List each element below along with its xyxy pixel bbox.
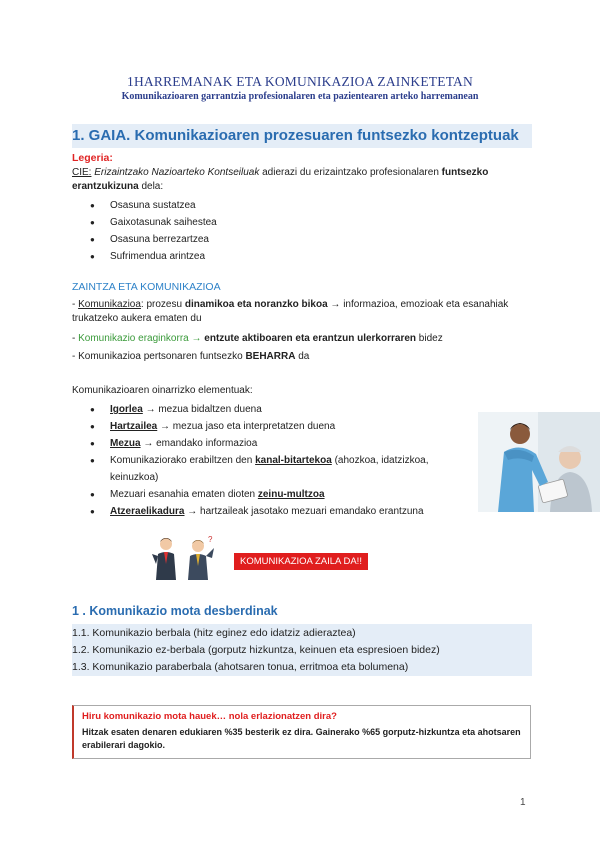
cie-paragraph xyxy=(72,166,532,194)
list-item xyxy=(72,401,472,418)
note-box xyxy=(72,705,531,759)
cie-bold: funtsezko erantzukizuna xyxy=(72,167,489,192)
term: kanal-bitartekoa xyxy=(255,455,332,466)
duties-list xyxy=(72,197,372,265)
text: bidez xyxy=(416,333,443,344)
type-number: 1.2. xyxy=(72,644,90,656)
person-icon xyxy=(188,535,214,580)
text: → informazioa, emozioak eta esanahiak trukatzeko aukera ematen du xyxy=(72,299,509,324)
list-item: ● Osasuna berrezartzea xyxy=(72,231,372,248)
cie-text-end: dela: xyxy=(138,181,164,192)
list-item xyxy=(72,418,472,435)
cie-text: adierazi du erizaintzako profesionalaren xyxy=(259,167,442,178)
bold-text: dinamikoa eta noranzko bikoa xyxy=(184,299,328,310)
text: : prozesu xyxy=(140,299,185,310)
zaintza-line-2 xyxy=(72,332,532,346)
komunikazioa-callout: KOMUNIKAZIOA ZAILA DA!! xyxy=(234,553,368,570)
type-name: Komunikazio paraberbala xyxy=(89,661,212,673)
desc: → emandako informazioa xyxy=(140,438,258,449)
type-row-nonverbal xyxy=(72,641,532,659)
cie-name: Erizaintzako Nazioarteko Kontseiluak xyxy=(94,167,260,178)
list-item: ● Osasuna sustatzea xyxy=(72,197,372,214)
bold-text: entzute aktiboaren eta erantzun ulerkorraren xyxy=(201,333,417,344)
text: - Komunikazioa pertsonaren funtsezko xyxy=(72,351,246,362)
type-row-verbal xyxy=(72,624,532,642)
zaintza-line-3 xyxy=(72,350,532,364)
list-item xyxy=(72,503,472,520)
note-question: Hiru komunikazio mota hauek… nola erlazionatzen dira? xyxy=(82,711,337,722)
dash: - xyxy=(72,333,79,344)
desc: → hartzaileak jasotako mezuari emandako erantzuna xyxy=(184,506,424,517)
section2-heading: 1 . Komunikazio mota desberdinak xyxy=(72,604,278,618)
list-item xyxy=(72,435,472,452)
green-text: Komunikazio eraginkorra → xyxy=(78,333,202,344)
type-detail: (gorputz hizkuntza, keinuen eta espresioen bidez) xyxy=(205,644,440,656)
text: Mezuari esanahia ematen dioten xyxy=(110,489,258,500)
elements-intro: Komunikazioaren oinarrizko elementuak: xyxy=(72,385,253,396)
term: Komunikazioa xyxy=(78,299,141,310)
term: Atzeraelikadura xyxy=(110,506,185,517)
list-item xyxy=(72,452,440,486)
text: Komunikaziorako erabiltzen den xyxy=(110,455,256,466)
nurse-patient-photo xyxy=(478,412,600,512)
type-number: 1.3. xyxy=(72,661,90,673)
list-item: ● Gaixotasunak saihestea xyxy=(72,214,372,231)
type-detail: (hitz eginez edo idatziz adieraztea) xyxy=(190,627,356,639)
document-title: 1HARREMANAK ETA KOMUNIKAZIOA ZAINKETETAN xyxy=(127,74,473,89)
type-name: Komunikazio berbala xyxy=(89,627,191,639)
desc: → mezua jaso eta interpretatzen duena xyxy=(157,421,336,432)
term: Mezua xyxy=(110,438,141,449)
type-row-paraverbal xyxy=(72,658,532,676)
text: da xyxy=(295,351,310,362)
desc: → mezua bidaltzen duena xyxy=(142,404,262,415)
type-detail: (ahotsaren tonua, erritmoa eta bolumena) xyxy=(211,661,409,673)
legeria-label: Legeria: xyxy=(72,152,113,164)
term: Hartzailea xyxy=(110,421,158,432)
zaintza-heading: ZAINTZA ETA KOMUNIKAZIOA xyxy=(72,281,221,293)
document-subtitle: Komunikazioaren garrantzia profesionalaren eta pazientearen arteko harremanean xyxy=(121,91,479,102)
term: Igorlea xyxy=(110,404,143,415)
person-icon xyxy=(152,538,176,580)
term: zeinu-multzoa xyxy=(257,489,325,500)
dash: - xyxy=(72,299,79,310)
people-illustration xyxy=(150,534,216,580)
type-number: 1.1. xyxy=(72,627,90,639)
svg-text:?: ? xyxy=(208,535,213,544)
list-item xyxy=(72,486,472,503)
note-answer: Hitzak esaten denaren edukiaren %35 besterik ez dira. Gainerako %65 gorputz-hizkuntza eta ahotsaren erabilerari dagokio. xyxy=(82,727,521,750)
type-name: Komunikazio ez-berbala xyxy=(89,644,206,656)
list-item: ● Sufrimendua arintzea xyxy=(72,248,372,265)
cie-abbr: CIE: xyxy=(72,167,92,178)
bold-text: BEHARRA xyxy=(245,351,296,362)
section-heading: 1. GAIA. Komunikazioaren prozesuaren funtsezko kontzeptuak xyxy=(72,124,532,148)
elements-list xyxy=(72,401,472,520)
zaintza-line-1 xyxy=(72,298,532,326)
page-number: 1 xyxy=(520,797,526,808)
desc: (ahozkoa, idatzizkoa, keinuzkoa) xyxy=(110,455,429,483)
